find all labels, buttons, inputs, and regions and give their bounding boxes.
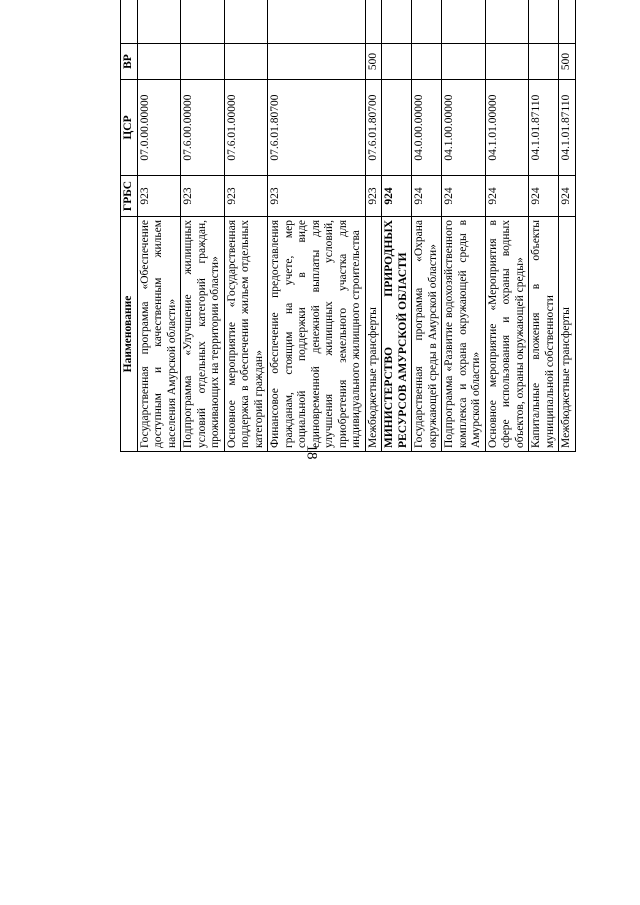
cell-csr: 04.1.01.87110 [559, 80, 576, 176]
header-csr: ЦСР [121, 80, 138, 176]
cell-name: Основное мероприятие «Государственная поддержка в обеспечении жильем отдельных категорий граждан» [224, 217, 268, 452]
table-row [412, 0, 442, 452]
cell-vr: 500 [559, 44, 576, 80]
cell-2022 [442, 0, 486, 44]
table-row [365, 0, 382, 452]
header-grbs: ГРБС [121, 176, 138, 217]
cell-name: Межбюджетные трансферты [365, 217, 382, 452]
cell-name: Государственная программа «Обеспечение доступным и качественным жильем населения Амурской области» [137, 217, 181, 452]
cell-2022 [559, 0, 576, 44]
cell-name: Подпрограмма «Развитие водохозяйственного комплекса и охрана окружающей среды в Амурской области» [442, 217, 486, 452]
table-row [529, 0, 559, 452]
table-row [442, 0, 486, 452]
cell-grbs: 924 [485, 176, 529, 217]
cell-vr: 500 [365, 44, 382, 80]
cell-csr: 07.0.00.00000 [137, 80, 181, 176]
cell-csr: 04.1.01.87110 [529, 80, 559, 176]
cell-csr: 07.6.01.80700 [268, 80, 366, 176]
table-row [224, 0, 268, 452]
table-row-ministry [382, 0, 412, 452]
cell-csr: 07.6.01.00000 [224, 80, 268, 176]
cell-grbs: 923 [268, 176, 366, 217]
cell-name: Финансовое обеспечение предоставления гражданам, стоящим на учете, мер социальной поддержки в виде единовременной денежной выплаты для улучшения жилищных условий, приобретения земельного участка для индивидуального жилищного строительства [268, 217, 366, 452]
cell-name: Государственная программа «Охрана окружающей среды в Амурской области» [412, 217, 442, 452]
cell-2022 [485, 0, 529, 44]
table-row [485, 0, 529, 452]
cell-2022 [224, 0, 268, 44]
cell-2022 [268, 0, 366, 44]
cell-grbs: 923 [181, 176, 225, 217]
table-row [137, 0, 181, 452]
table-row [559, 0, 576, 452]
cell-csr: 04.0.00.00000 [412, 80, 442, 176]
cell-2022 [181, 0, 225, 44]
header-row [121, 0, 138, 452]
header-name: Наименование [121, 217, 138, 452]
header-vr: ВР [121, 44, 138, 80]
cell-name: МИНИСТЕРСТВО ПРИРОДНЫХ РЕСУРСОВ АМУРСКОЙ ОБЛАСТИ [382, 217, 412, 452]
cell-vr [382, 44, 412, 80]
cell-vr [412, 44, 442, 80]
cell-2022 [529, 0, 559, 44]
cell-csr: 04.1.01.00000 [485, 80, 529, 176]
page-number: 18 [303, 444, 320, 460]
cell-vr [181, 44, 225, 80]
rotated-table-container [120, 0, 580, 452]
cell-grbs: 923 [137, 176, 181, 217]
cell-grbs: 924 [529, 176, 559, 217]
cell-vr [442, 44, 486, 80]
budget-table [120, 0, 576, 452]
cell-name: Основное мероприятие «Мероприятия в сфере использования и охраны водных объектов, охраны окружающей среды» [485, 217, 529, 452]
cell-2022 [365, 0, 382, 44]
table-row [268, 0, 366, 452]
cell-grbs: 923 [365, 176, 382, 217]
cell-csr: 07.6.00.00000 [181, 80, 225, 176]
cell-csr: 04.1.00.00000 [442, 80, 486, 176]
cell-grbs: 924 [412, 176, 442, 217]
cell-name: Капитальные вложения в объекты муниципальной собственности [529, 217, 559, 452]
header-2022 [121, 0, 138, 44]
cell-grbs: 923 [224, 176, 268, 217]
cell-grbs: 924 [382, 176, 412, 217]
cell-2022 [382, 0, 412, 44]
cell-csr [382, 80, 412, 176]
cell-vr [224, 44, 268, 80]
cell-grbs: 924 [442, 176, 486, 217]
cell-name: Межбюджетные трансферты [559, 217, 576, 452]
cell-csr: 07.6.01.80700 [365, 80, 382, 176]
cell-name: Подпрограмма «Улучшение жилищных условий отдельных категорий граждан, проживающих на территории области» [181, 217, 225, 452]
table-row [181, 0, 225, 452]
cell-vr [137, 44, 181, 80]
cell-2022 [137, 0, 181, 44]
cell-vr [485, 44, 529, 80]
cell-grbs: 924 [559, 176, 576, 217]
cell-vr [268, 44, 366, 80]
cell-vr [529, 44, 559, 80]
cell-2022 [412, 0, 442, 44]
